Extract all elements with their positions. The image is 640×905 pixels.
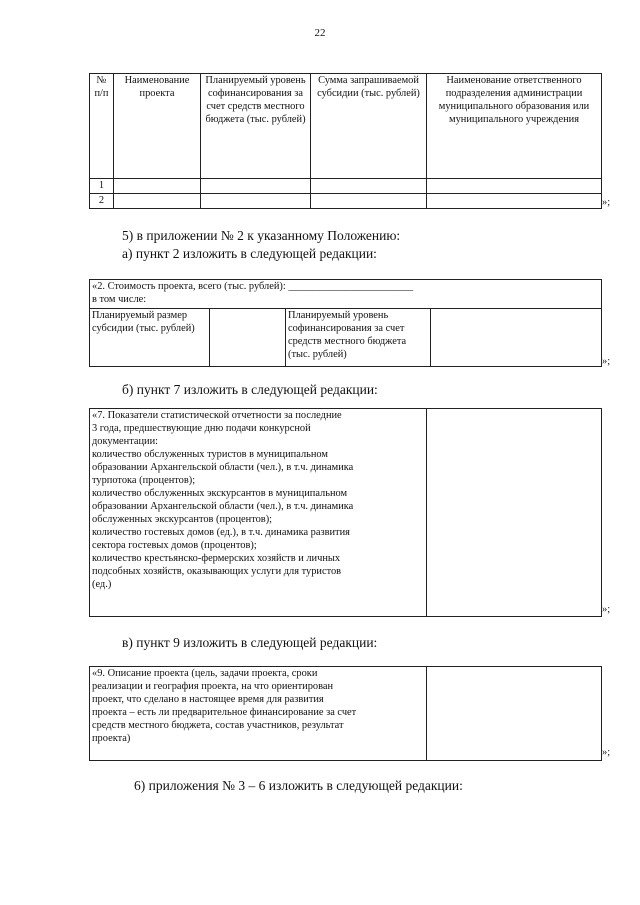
project-description-value [427,667,602,761]
table1-closing-quote: »; [602,197,611,208]
table-row [90,280,602,309]
table-cell [311,194,427,209]
project-description-text: «9. Описание проекта (цель, задачи проекта, сроки реализации и география проекта, на что ориентирован проект, что сделано в настоящее время для развития проекта – есть ли предварительное финансирование за счет средств местного бюджета, состав участников, результат проекта) [90,667,427,761]
table-cell [201,179,311,194]
header-cofinancing: Планируемый уровень софинансирования за счет средств местного бюджета (тыс. рублей) [201,74,311,179]
table-cell [114,194,201,209]
header-subsidy: Сумма запрашиваемой субсидии (тыс. рублей) [311,74,427,179]
table-row [90,194,602,209]
project-cost-table [89,279,602,367]
cofinancing-level-label: Планируемый уровень софинансирования за счет средств местного бюджета (тыс. рублей) [286,309,431,367]
planned-subsidy-label: Планируемый размер субсидии (тыс. рублей) [90,309,210,367]
table-row [90,309,602,367]
statistics-table [89,408,602,617]
project-description-table [89,666,602,761]
row-number: 1 [90,179,114,194]
paragraph-b: б) пункт 7 изложить в следующей редакции: [122,382,378,397]
table-cell [201,194,311,209]
header-number: № п/п [90,74,114,179]
statistics-text: «7. Показатели статистической отчетности за последние 3 года, предшествующие дню подачи конкурсной документации: количество обслуженных туристов в муниципальном образовании Архангельской области (чел.), в т.ч. динамика турпотока (процентов); количество обслуженных экскурсантов в муниципальном образовании Архангельской области (чел.), в т.ч. динамика обслуженных экскурсантов (процентов); количество гостевых домов (ед.), в т.ч. динамика развития сектора гостевых домов (процентов); количество крестьянско-фермерских хозяйств и личных подсобных хозяйств, оказывающих услуги для туристов (ед.) [90,409,427,617]
project-cost-cell [90,280,602,309]
statistics-value [427,409,602,617]
paragraph-v: в) пункт 9 изложить в следующей редакции: [122,635,378,650]
table3-closing-quote: »; [602,604,611,615]
table-row [90,667,602,761]
cofinancing-level-value [431,309,602,367]
projects-table [89,73,602,209]
planned-subsidy-value [210,309,286,367]
table-cell [311,179,427,194]
paragraph-6: 6) приложения № 3 – 6 изложить в следующей редакции: [134,778,463,793]
table-row [90,179,602,194]
header-project-name: Наименование проекта [114,74,201,179]
page-number: 22 [314,27,326,39]
header-responsible: Наименование ответственного подразделения администрации муниципального образования или муниципального учреждения [427,74,602,179]
table-cell [427,194,602,209]
table-header-row [90,74,602,179]
paragraph-5: 5) в приложении № 2 к указанному Положению: [122,228,401,243]
table4-closing-quote: »; [602,747,611,758]
table-cell [114,179,201,194]
paragraph-a: а) пункт 2 изложить в следующей редакции: [122,246,377,261]
project-cost-label: «2. Стоимость проекта, всего (тыс. рублей): ________________________ [92,281,414,292]
table-row [90,409,602,617]
row-number: 2 [90,194,114,209]
table2-closing-quote: »; [602,356,611,367]
table-cell [427,179,602,194]
including-label: в том числе: [92,294,147,305]
